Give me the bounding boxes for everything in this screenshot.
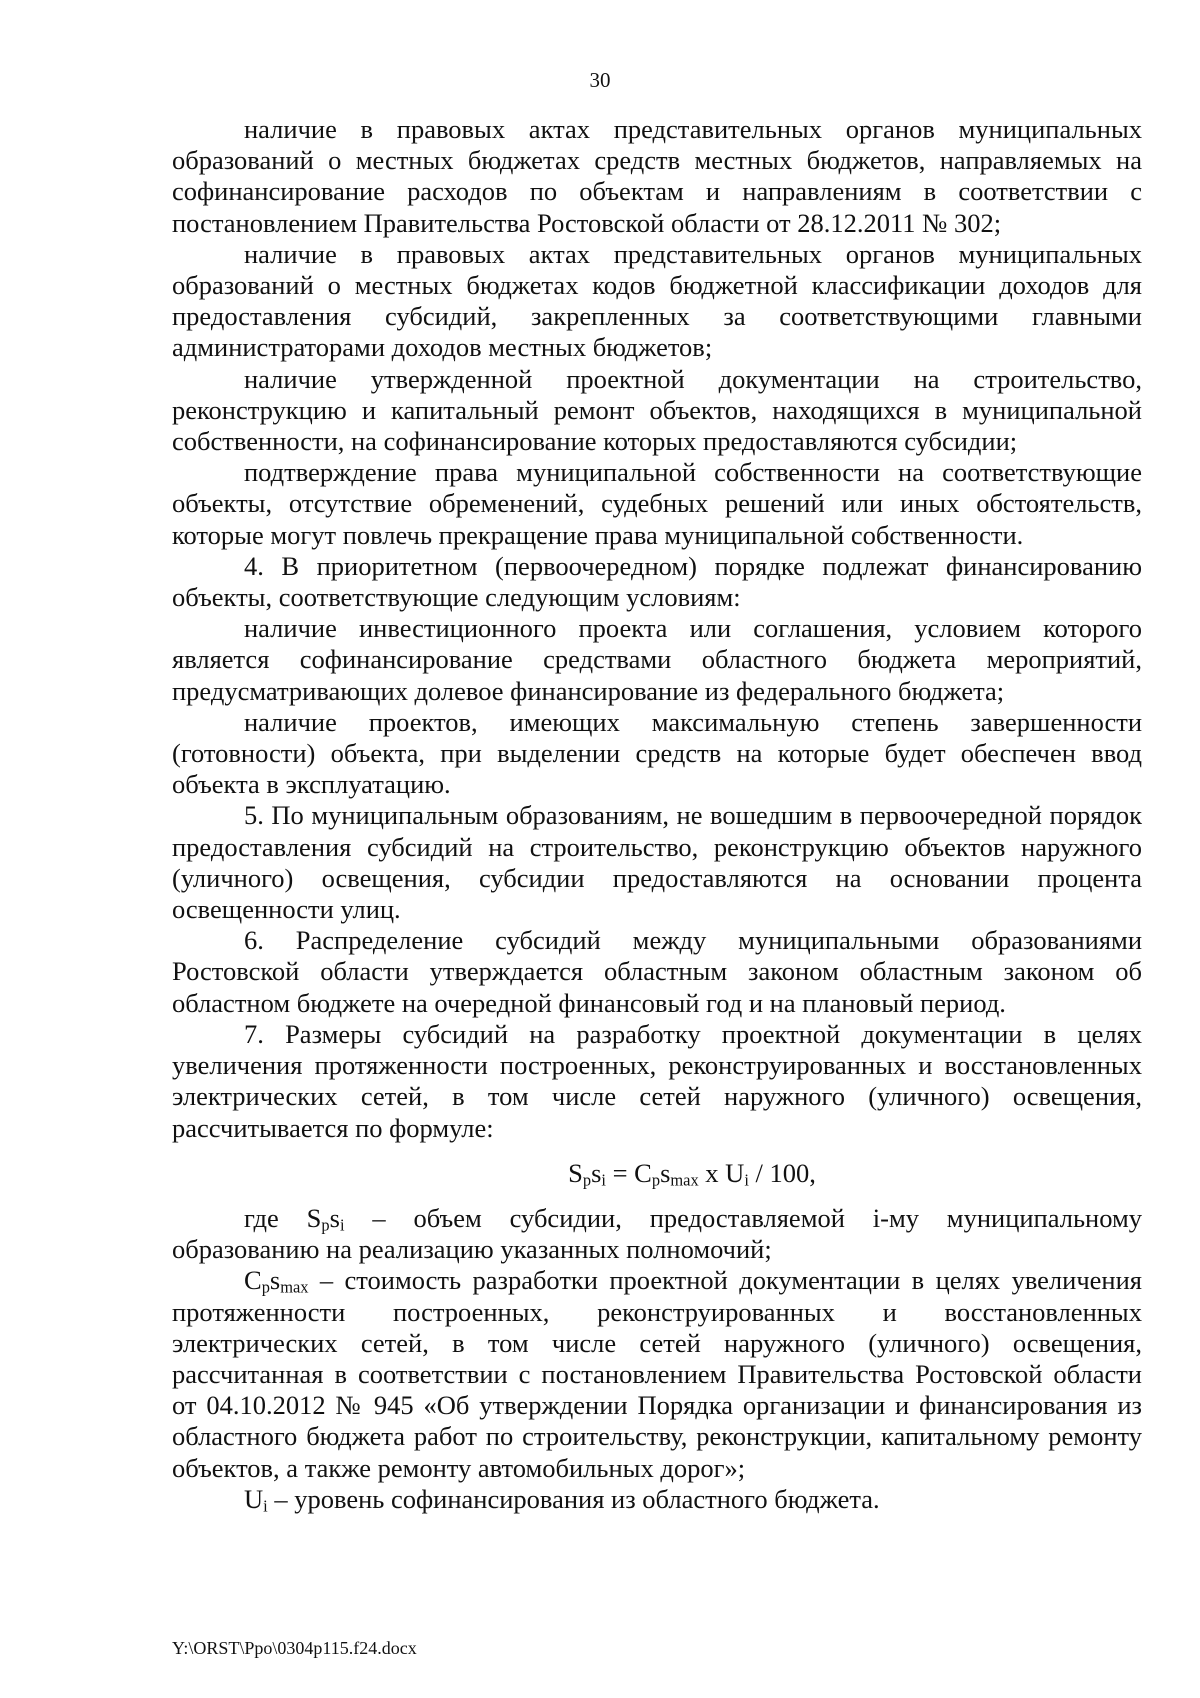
formula: [172, 1158, 1142, 1189]
formula-sub: p: [582, 1169, 592, 1189]
definition-ui: [172, 1484, 1142, 1515]
formula-sub: i: [744, 1169, 749, 1189]
document-body: [172, 114, 1142, 1515]
formula-part: s: [660, 1157, 671, 1188]
definition-term: где S: [244, 1202, 322, 1233]
definition-spsi: [172, 1203, 1142, 1265]
definition-term: C: [244, 1265, 262, 1296]
formula-part: x U: [698, 1157, 745, 1188]
definition-term: U: [244, 1483, 264, 1514]
formula-part: s: [591, 1157, 602, 1188]
page-number: 30: [589, 68, 611, 92]
paragraph-6: наличие инвестиционного проекта или соглашения, условием которого является софинансирование средствами областного бюджета мероприятий, предусматривающих долевое финансирование из федерального бюджета;: [172, 613, 1142, 706]
definition-sub: p: [321, 1215, 330, 1235]
paragraph-3: наличие утвержденной проектной документации на строительство, реконструкцию и капитальный ремонт объектов, находящихся в муниципальной собственности, на софинансирование которых предоставляются субсидии;: [172, 363, 1142, 457]
formula-sub: max: [670, 1169, 699, 1189]
formula-part: / 100,: [748, 1157, 816, 1188]
file-path-footer: Y:\ORST\Ppo\0304p115.f24.docx: [172, 1638, 417, 1658]
definition-sub: i: [339, 1215, 345, 1235]
definition-sub: max: [280, 1277, 309, 1297]
definition-sub: i: [263, 1496, 268, 1516]
formula-sub: i: [601, 1169, 606, 1189]
paragraph-9: 6. Распределение субсидий между муниципальными образованиями Ростовской области утверждается областным законом областным законом об областном бюджете на очередной финансовый год и на плановый период.: [172, 925, 1142, 1018]
paragraph-10: 7. Размеры субсидий на разработку проектной документации в целях увеличения протяженности построенных, реконструированных и восстановленных электрических сетей, в том числе сетей наружного (уличного) освещения, рассчитывается по формуле:: [172, 1018, 1142, 1143]
definition-term: s: [329, 1202, 340, 1233]
paragraph-7: наличие проектов, имеющих максимальную степень завершенности (готовности) объекта, при выделении средств на которые будет обеспечен ввод объекта в эксплуатацию.: [172, 706, 1142, 800]
definition-text: – стоимость разработки проектной документации в целях увеличения протяженности построенных, реконструированных и восстановленных электрических сетей, в том числе сетей наружного (уличного) освещения, рассчитанная в соответствии с постановлением Правительства Ростовской области от 04.10.2012 № 945 «Об утверждении Порядка организации и финансирования из областного бюджета работ по строительству, реконструкции, капитальному ремонту объектов, а также ремонту автомобильных дорог»;: [172, 1265, 1142, 1483]
formula-sub: p: [651, 1169, 661, 1189]
paragraph-8: 5. По муниципальным образованиям, не вошедшим в первоочередной порядок предоставления субсидий на строительство, реконструкцию объектов наружного (уличного) освещения, субсидии предоставляются на основании процента освещенности улиц.: [172, 800, 1142, 925]
definition-text: – уровень софинансирования из областного бюджета.: [267, 1483, 880, 1514]
definition-term: s: [269, 1265, 281, 1296]
paragraph-5: 4. В приоритетном (первоочередном) порядке подлежат финансированию объекты, соответствующие следующим условиям:: [172, 550, 1142, 613]
paragraph-1: наличие в правовых актах представительных органов муниципальных образований о местных бюджетах средств местных бюджетов, направляемых на софинансирование расходов по объектам и направлениям в соответствии с постановлением Правительства Ростовской области от 28.12.2011 № 302;: [172, 114, 1142, 238]
definition-text: – объем субсидии, предоставляемой i-му муниципальному образованию на реализацию указанных полномочий;: [172, 1202, 1142, 1265]
paragraph-4: подтверждение права муниципальной собственности на соответствующие объекты, отсутствие обременений, судебных решений или иных обстоятельств, которые могут повлечь прекращение права муниципальной собственности.: [172, 457, 1142, 550]
paragraph-2: наличие в правовых актах представительных органов муниципальных образований о местных бюджетах кодов бюджетной классификации доходов для предоставления субсидий, закрепленных за соответствующими главными администраторами доходов местных бюджетов;: [172, 238, 1142, 363]
formula-part: S: [568, 1157, 583, 1188]
definition-cpsmax: [172, 1265, 1142, 1483]
definition-sub: p: [261, 1277, 270, 1297]
formula-part: = C: [605, 1157, 652, 1188]
